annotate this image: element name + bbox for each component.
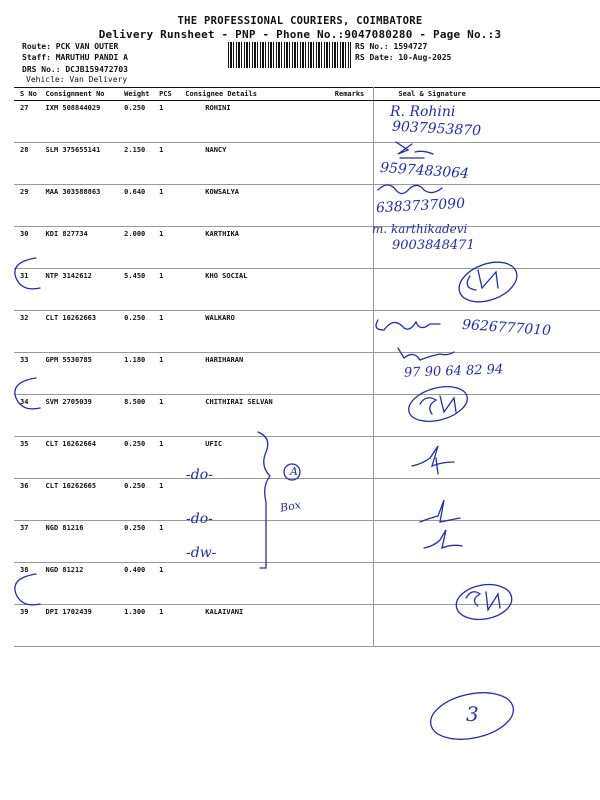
row-consignment-no: SVM 2705039: [44, 395, 123, 437]
row-sno: 36: [14, 479, 44, 521]
table-row: [14, 269, 600, 311]
row-consignee: WALKARO: [183, 311, 332, 353]
rs-date-label: RS Date:: [355, 53, 394, 62]
vehicle-value: Van Delivery: [69, 75, 128, 84]
row-weight: 8.500: [122, 395, 157, 437]
row-sno: 35: [14, 437, 44, 479]
row-remarks: [333, 563, 374, 605]
staff-label: Staff:: [22, 53, 51, 62]
handwritten-phone-27: 9037953870: [391, 118, 482, 140]
row-pcs: 1: [157, 143, 183, 185]
row-consignment-no: CLT 16262663: [44, 311, 123, 353]
table-row: [14, 185, 600, 227]
rs-no-label: RS No.:: [355, 42, 389, 51]
row-remarks: [333, 101, 374, 143]
row-consignment-no: DPI 1702439: [44, 605, 123, 647]
row-sno: 34: [14, 395, 44, 437]
row-weight: 5.450: [122, 269, 157, 311]
row-consignee: [183, 563, 332, 605]
handwritten-phone-32: 9626777010: [461, 316, 552, 340]
table-row: [14, 395, 600, 437]
rs-no-value: 1594727: [393, 42, 428, 51]
row-weight: 0.250: [122, 479, 157, 521]
table-header-row: [14, 88, 600, 101]
handwritten-phone-28: 9597483064: [379, 159, 470, 183]
row-consignee: KOWSALYA: [183, 185, 332, 227]
row-consignment-no: GPM 5530785: [44, 353, 123, 395]
row-sno: 38: [14, 563, 44, 605]
row-remarks: [333, 605, 374, 647]
table-row: [14, 563, 600, 605]
row-consignee: NANCY: [183, 143, 332, 185]
row-consignment-no: KDI 827734: [44, 227, 123, 269]
row-sno: 33: [14, 353, 44, 395]
row-pcs: 1: [157, 605, 183, 647]
row-weight: 0.250: [122, 311, 157, 353]
row-sno: 30: [14, 227, 44, 269]
row-remarks: [333, 143, 374, 185]
row-consignee: HARIHARAN: [183, 353, 332, 395]
col-consignment: Consignment No: [44, 88, 123, 101]
table-row: [14, 227, 600, 269]
row-consignment-no: SLM 375655141: [44, 143, 123, 185]
row-sno: 27: [14, 101, 44, 143]
row-sno: 39: [14, 605, 44, 647]
route-line: [22, 42, 118, 51]
vehicle-line: [26, 75, 127, 84]
row-consignee: KHO SOCIAL: [183, 269, 332, 311]
rs-date-line: [355, 53, 451, 62]
signature-27: R. Rohini: [390, 104, 456, 120]
staff-value: MARUTHU PANDI A: [55, 53, 128, 62]
ditto-36: -do-: [186, 467, 213, 483]
table-row: [14, 605, 600, 647]
handwritten-phone-29: 6383737090: [375, 195, 466, 217]
ditto-37: -do-: [186, 511, 213, 527]
row-consignee: CHITHIRAI SELVAN: [183, 395, 332, 437]
route-label: Route:: [22, 42, 51, 51]
drs-line: [22, 65, 128, 74]
row-weight: 1.180: [122, 353, 157, 395]
handwritten-name-30: m. karthikadevi: [372, 222, 468, 236]
row-weight: 0.250: [122, 101, 157, 143]
table-row: [14, 353, 600, 395]
row-remarks: [333, 437, 374, 479]
row-seal-signature: [374, 269, 600, 311]
col-seal: Seal & Signature: [374, 88, 600, 101]
row-consignment-no: IXM 508844029: [44, 101, 123, 143]
rs-date-value: 10-Aug-2025: [398, 53, 452, 62]
staff-line: [22, 53, 128, 62]
row-consignment-no: MAA 303588863: [44, 185, 123, 227]
circled-letter: A: [290, 465, 298, 478]
drs-label: DRS No.:: [22, 65, 61, 74]
table-row: [14, 521, 600, 563]
row-weight: 0.250: [122, 437, 157, 479]
row-seal-signature: [374, 395, 600, 437]
row-sno: 29: [14, 185, 44, 227]
col-consignee: Consignee Details: [183, 88, 332, 101]
row-consignee: ROHINI: [183, 101, 332, 143]
row-consignment-no: NGD 81212: [44, 563, 123, 605]
col-remarks: Remarks: [333, 88, 374, 101]
table-row: [14, 143, 600, 185]
row-sno: 28: [14, 143, 44, 185]
row-remarks: [333, 269, 374, 311]
row-weight: 2.000: [122, 227, 157, 269]
route-value: PCK VAN OUTER: [55, 42, 119, 51]
row-remarks: [333, 395, 374, 437]
row-sno: 32: [14, 311, 44, 353]
row-seal-signature: [374, 605, 600, 647]
row-weight: 0.400: [122, 563, 157, 605]
row-consignee: KARTHIKA: [183, 227, 332, 269]
handwritten-phone-33: 97 90 64 82 94: [403, 362, 504, 381]
vehicle-label: Vehicle:: [26, 75, 65, 84]
company-name: THE PROFESSIONAL COURIERS, COIMBATORE: [177, 15, 423, 27]
table-row: [14, 101, 600, 143]
table-row: [14, 437, 600, 479]
row-pcs: 1: [157, 437, 183, 479]
row-remarks: [333, 311, 374, 353]
row-consignment-no: CLT 16262664: [44, 437, 123, 479]
barcode: [228, 42, 351, 68]
row-remarks: [333, 521, 374, 563]
row-seal-signature: [374, 479, 600, 521]
row-consignment-no: CLT 16262665: [44, 479, 123, 521]
row-pcs: 1: [157, 227, 183, 269]
runsheet-table: [14, 87, 600, 647]
row-seal-signature: [374, 521, 600, 563]
col-pcs: PCS: [157, 88, 183, 101]
row-seal-signature: [374, 563, 600, 605]
row-pcs: 1: [157, 185, 183, 227]
box-note: Box: [279, 498, 302, 515]
row-pcs: 1: [157, 395, 183, 437]
row-pcs: 1: [157, 101, 183, 143]
table-row: [14, 479, 600, 521]
row-weight: 1.300: [122, 605, 157, 647]
col-sno: S No: [14, 88, 44, 101]
row-remarks: [333, 185, 374, 227]
footer-mark: 3: [466, 702, 479, 726]
row-consignee: UFIC: [183, 437, 332, 479]
row-consignment-no: NGD 81216: [44, 521, 123, 563]
rs-no-line: [355, 42, 427, 51]
row-pcs: 1: [157, 311, 183, 353]
drs-value: DCJB159472703: [65, 65, 128, 74]
handwritten-phone-30: 9003848471: [392, 238, 475, 253]
row-weight: 2.150: [122, 143, 157, 185]
row-pcs: 1: [157, 479, 183, 521]
row-pcs: 1: [157, 353, 183, 395]
row-sno: 31: [14, 269, 44, 311]
row-pcs: 1: [157, 563, 183, 605]
row-weight: 0.640: [122, 185, 157, 227]
row-consignee: KALAIVANI: [183, 605, 332, 647]
ditto-38: -dw-: [186, 545, 217, 561]
row-weight: 0.250: [122, 521, 157, 563]
row-sno: 37: [14, 521, 44, 563]
row-remarks: [333, 227, 374, 269]
row-pcs: 1: [157, 269, 183, 311]
row-remarks: [333, 353, 374, 395]
sheet-title: Delivery Runsheet - PNP - Phone No.:9047080280 - Page No.:3: [98, 28, 502, 41]
col-weight: Weight: [122, 88, 157, 101]
row-seal-signature: [374, 437, 600, 479]
row-remarks: [333, 479, 374, 521]
row-consignment-no: NTP 3142612: [44, 269, 123, 311]
row-pcs: 1: [157, 521, 183, 563]
